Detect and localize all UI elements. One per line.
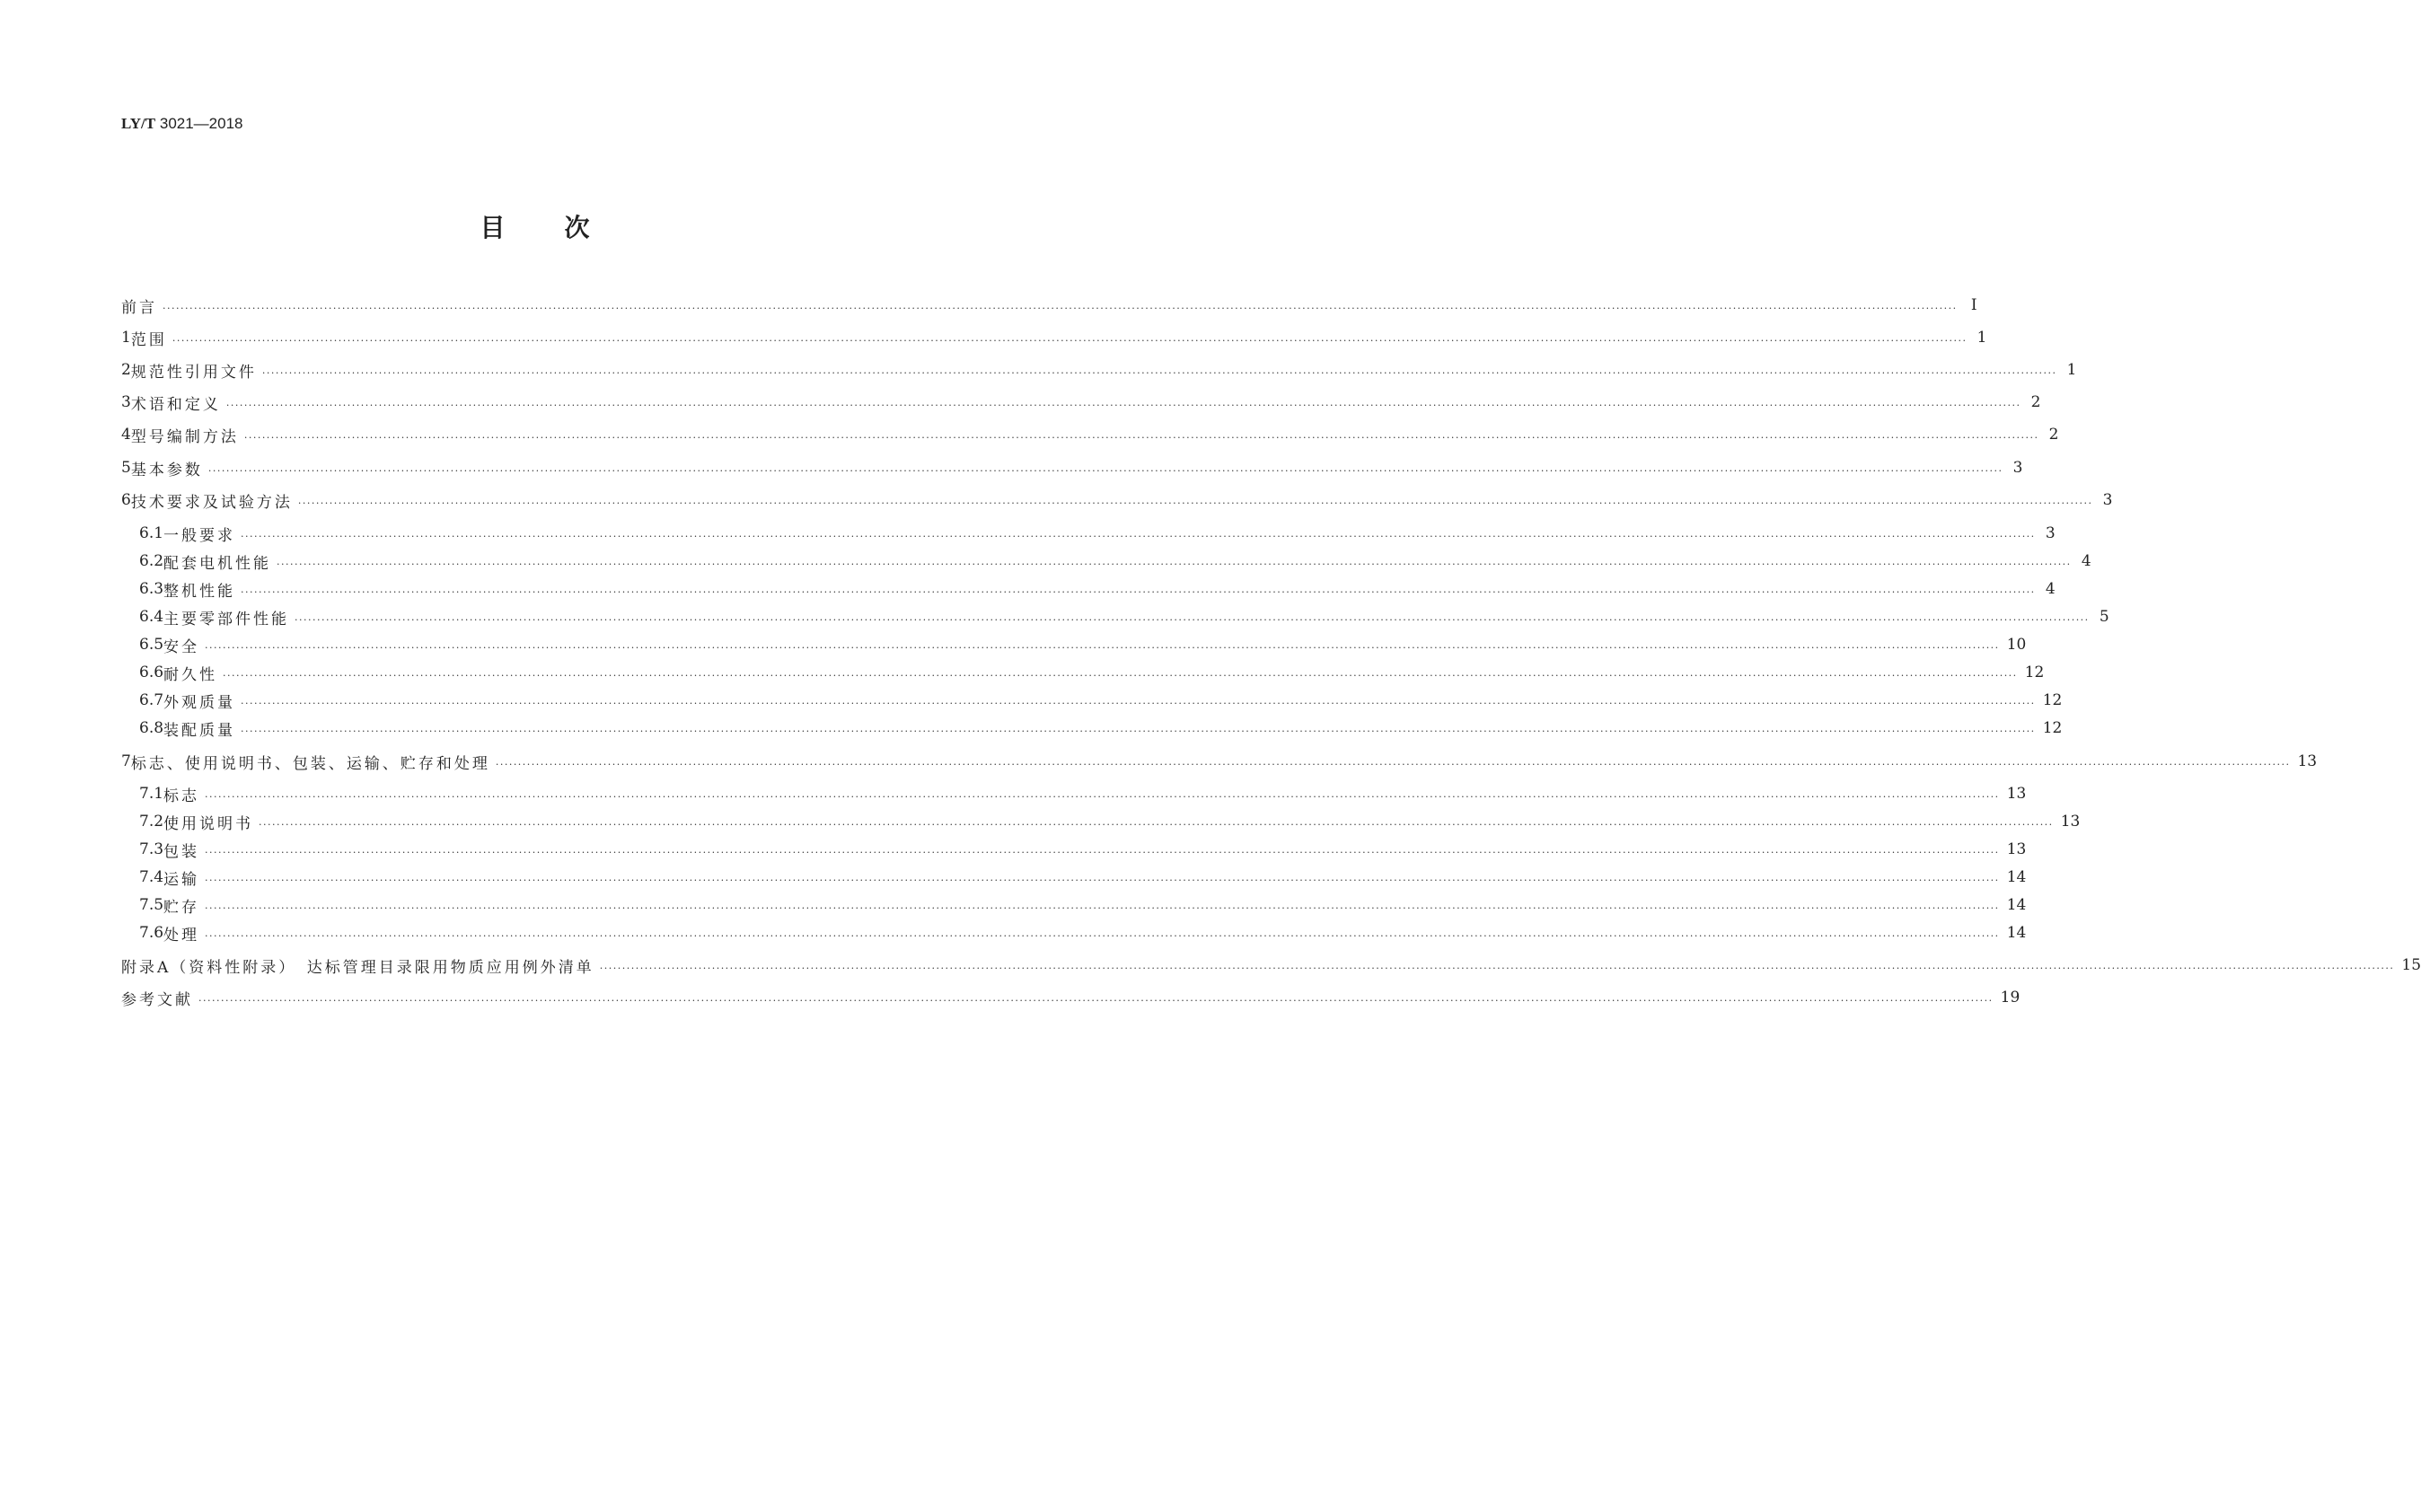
toc-leader-dots: ................................................................................................................................................................................................................................................................................................................................................................................................................ — [205, 787, 2000, 800]
toc-entry-page: 15 — [2401, 956, 2421, 974]
toc-leader-dots: ................................................................................................................................................................................................................................................................................................................................................................................................................ — [205, 843, 2000, 856]
toc-entry-title: 技术要求及试验方法 — [130, 493, 293, 512]
toc-entry[interactable] — [121, 359, 2077, 382]
toc-entry[interactable] — [139, 783, 2027, 805]
toc-entry-title: 标志、使用说明书、包装、运输、贮存和处理 — [130, 754, 490, 773]
toc-entry[interactable] — [139, 550, 2091, 573]
toc-entry-title: 使用说明书 — [163, 814, 254, 833]
toc-entry-page: 10 — [2006, 636, 2027, 654]
toc-entry-title: 一般要求 — [163, 526, 236, 545]
toc-entry-page: 19 — [2000, 989, 2020, 1007]
toc-entry-page: 5 — [2099, 608, 2109, 626]
standard-code — [121, 115, 243, 133]
toc-entry-title: 配套电机性能 — [163, 554, 272, 573]
toc-entry-title: 前言 — [121, 298, 157, 317]
toc-leader-dots: ................................................................................................................................................................................................................................................................................................................................................................................................................ — [261, 364, 2057, 376]
standard-number: 3021—2018 — [159, 115, 243, 132]
toc-entry-title: 术语和定义 — [130, 395, 221, 414]
toc-entry-title: 安全 — [163, 637, 200, 656]
toc-entry-page: 1 — [1976, 329, 1987, 347]
toc-leader-dots: ................................................................................................................................................................................................................................................................................................................................................................................................................ — [205, 927, 2000, 939]
toc-leader-dots: ................................................................................................................................................................................................................................................................................................................................................................................................................ — [259, 815, 2054, 828]
toc-leader-dots: ................................................................................................................................................................................................................................................................................................................................................................................................................ — [241, 527, 2036, 540]
toc-entry[interactable] — [121, 954, 2421, 977]
toc-entry-title: 参考文献 — [121, 990, 193, 1009]
toc-entry-number: 4 — [121, 426, 131, 444]
toc-entry-page: 12 — [2024, 664, 2045, 681]
toc-leader-dots: ................................................................................................................................................................................................................................................................................................................................................................................................................ — [225, 396, 2021, 409]
toc-entry-page: 3 — [2045, 524, 2056, 542]
toc-leader-dots: ................................................................................................................................................................................................................................................................................................................................................................................................................ — [495, 755, 2291, 768]
toc-entry[interactable] — [139, 717, 2063, 740]
toc-entry-page: Ⅰ — [1970, 296, 1977, 314]
toc-entry[interactable] — [121, 391, 2041, 414]
toc-entry-page: 13 — [2297, 752, 2318, 770]
toc-entry-number: 6.6 — [139, 664, 164, 681]
toc-entry[interactable] — [139, 922, 2027, 945]
toc-entry[interactable] — [139, 606, 2109, 629]
toc-entry-title: 附录A（资料性附录） 达标管理目录限用物质应用例外清单 — [121, 958, 594, 977]
toc-entry[interactable] — [139, 811, 2081, 833]
toc-entry-number: 7 — [121, 752, 131, 770]
toc-leader-dots: ................................................................................................................................................................................................................................................................................................................................................................................................................ — [172, 331, 1968, 344]
toc-entry-title: 处理 — [163, 926, 200, 945]
toc-entry-title: 贮存 — [163, 898, 200, 917]
toc-entry[interactable] — [139, 690, 2063, 712]
toc-entry-title: 型号编制方法 — [130, 427, 239, 446]
toc-entry-title: 范围 — [130, 330, 167, 349]
toc-leader-dots: ................................................................................................................................................................................................................................................................................................................................................................................................................ — [297, 494, 2093, 506]
toc-entry-number: 7.3 — [139, 840, 164, 858]
toc-entry-page: 14 — [2006, 868, 2027, 886]
toc-entry-title: 运输 — [163, 870, 200, 889]
toc-leader-dots: ................................................................................................................................................................................................................................................................................................................................................................................................................ — [241, 694, 2036, 707]
toc-entry-number: 6.2 — [139, 552, 164, 570]
toc-entry-title: 外观质量 — [163, 693, 236, 712]
toc-entry-page: 4 — [2045, 580, 2056, 598]
toc-entry-page: 2 — [2030, 393, 2041, 411]
toc-entry-page: 14 — [2006, 896, 2027, 914]
toc-leader-dots: ................................................................................................................................................................................................................................................................................................................................................................................................................ — [295, 611, 2090, 623]
standard-prefix: LY/T — [121, 115, 156, 132]
toc-entry-number: 6.8 — [139, 719, 164, 737]
toc-entry[interactable] — [121, 987, 2020, 1009]
toc-entry-number: 6.3 — [139, 580, 164, 598]
toc-leader-dots: ................................................................................................................................................................................................................................................................................................................................................................................................................ — [198, 991, 1994, 1004]
toc-entry[interactable] — [121, 489, 2113, 512]
toc-leader-dots: ................................................................................................................................................................................................................................................................................................................................................................................................................ — [205, 899, 2000, 911]
toc-entry-title: 标志 — [163, 787, 200, 805]
toc-entry-number: 7.5 — [139, 896, 164, 914]
toc-leader-dots: ................................................................................................................................................................................................................................................................................................................................................................................................................ — [163, 299, 1958, 312]
toc-entry[interactable] — [121, 457, 2023, 479]
toc-leader-dots: ................................................................................................................................................................................................................................................................................................................................................................................................................ — [241, 583, 2036, 595]
toc-entry-page: 2 — [2048, 426, 2059, 444]
toc-entry-title: 装配质量 — [163, 721, 236, 740]
toc-entry-title: 整机性能 — [163, 582, 236, 601]
toc-entry-page: 3 — [2012, 459, 2023, 477]
toc-entry-number: 6.1 — [139, 524, 164, 542]
toc-entry[interactable] — [139, 662, 2045, 684]
toc-entry-title: 耐久性 — [163, 665, 218, 684]
page-title: 目次 — [480, 213, 649, 242]
toc-entry-number: 7.4 — [139, 868, 164, 886]
toc-leader-dots: ................................................................................................................................................................................................................................................................................................................................................................................................................ — [599, 959, 2395, 971]
toc-entry-page: 12 — [2042, 719, 2063, 737]
toc-entry-title: 基本参数 — [130, 461, 203, 479]
toc-entry[interactable] — [121, 424, 2059, 446]
toc-entry-page: 14 — [2006, 924, 2027, 942]
toc-leader-dots: ................................................................................................................................................................................................................................................................................................................................................................................................................ — [205, 638, 2000, 651]
toc-entry-page: 3 — [2102, 491, 2113, 509]
toc-leader-dots: ................................................................................................................................................................................................................................................................................................................................................................................................................ — [277, 555, 2072, 567]
toc-entry[interactable] — [139, 578, 2056, 601]
toc-entry-page: 12 — [2042, 691, 2063, 709]
toc-entry-number: 2 — [121, 361, 131, 379]
toc-entry-page: 13 — [2006, 840, 2027, 858]
toc-leader-dots: ................................................................................................................................................................................................................................................................................................................................................................................................................ — [241, 722, 2036, 734]
toc-leader-dots: ................................................................................................................................................................................................................................................................................................................................................................................................................ — [223, 666, 2018, 679]
toc-entry-title: 主要零部件性能 — [163, 610, 290, 629]
toc-entry-title: 包装 — [163, 842, 200, 861]
toc-entry-number: 7.1 — [139, 785, 164, 803]
toc-entry-number: 6.5 — [139, 636, 164, 654]
toc-entry[interactable] — [139, 523, 2056, 545]
toc-entry-page: 1 — [2066, 361, 2077, 379]
toc-leader-dots: ................................................................................................................................................................................................................................................................................................................................................................................................................ — [243, 428, 2039, 441]
toc-entry-number: 6 — [121, 491, 131, 509]
toc-entry[interactable] — [121, 327, 1987, 349]
toc-entry-page: 4 — [2081, 552, 2091, 570]
toc-entry[interactable] — [139, 894, 2027, 917]
toc-entry-number: 1 — [121, 329, 131, 347]
toc-entry-title: 规范性引用文件 — [130, 363, 257, 382]
toc-entry-number: 7.6 — [139, 924, 164, 942]
toc-entry-number: 6.4 — [139, 608, 164, 626]
toc-entry-number: 3 — [121, 393, 131, 411]
toc-entry-page: 13 — [2060, 813, 2081, 831]
toc-entry[interactable] — [139, 866, 2027, 889]
toc-leader-dots: ................................................................................................................................................................................................................................................................................................................................................................................................................ — [205, 871, 2000, 883]
toc-entry[interactable] — [121, 294, 1977, 317]
toc-entry[interactable] — [139, 839, 2027, 861]
toc-leader-dots: ................................................................................................................................................................................................................................................................................................................................................................................................................ — [207, 462, 2003, 474]
toc-entry-page: 13 — [2006, 785, 2027, 803]
toc-entry-number: 6.7 — [139, 691, 164, 709]
toc-entry-number: 7.2 — [139, 813, 164, 831]
toc-entry[interactable] — [139, 634, 2027, 656]
toc-entry[interactable] — [121, 751, 2318, 773]
toc-entry-number: 5 — [121, 459, 131, 477]
